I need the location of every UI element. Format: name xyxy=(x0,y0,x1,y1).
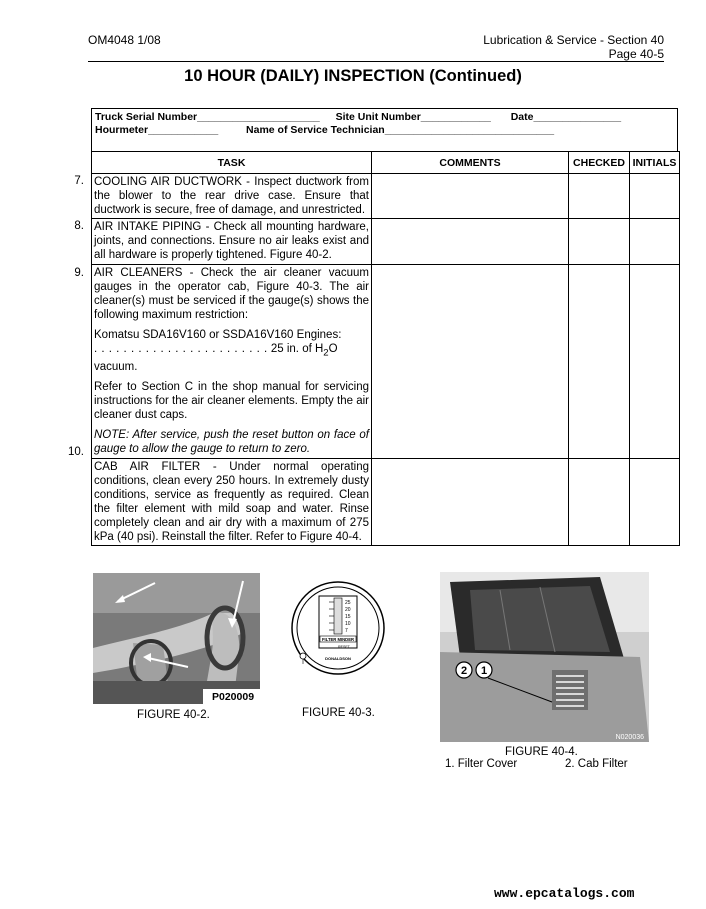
figure-40-3-caption: FIGURE 40-3. xyxy=(302,707,375,719)
task-number: 7. xyxy=(74,175,84,187)
vacuum-subscript: 2 xyxy=(323,347,329,359)
engines-label: Komatsu SDA16V160 or SSDA16V160 Engines: xyxy=(94,329,342,341)
info-box xyxy=(91,108,678,152)
info-row-2 xyxy=(95,124,554,136)
hourmeter-field: Hourmeter____________ xyxy=(95,124,219,136)
info-row-1 xyxy=(95,111,621,123)
callout-1: 1 xyxy=(480,665,488,677)
initials-cell xyxy=(630,265,680,459)
gauge-value: 10 xyxy=(345,621,351,627)
task-9-refer: Refer to Section C in the shop manual for servicing instructions for the air cleaner elements. Empty the air cleaner dust caps. xyxy=(94,381,369,422)
task-10-text: CAB AIR FILTER - Under normal operating conditions, clean every 250 hours. In extremely dusty conditions, service as frequently as required. Clean the filter element with mild soap and water. Rinse completely clean and air dry with a maximum of 275 kPa (40 psi). Reinstall the filter. Refer to Figure 40-4. xyxy=(92,459,372,546)
gauge-value: 25 xyxy=(345,600,351,606)
legend-filter-cover: 1. Filter Cover xyxy=(445,758,518,770)
table-row xyxy=(92,459,680,546)
legend-cab-filter: 2. Cab Filter xyxy=(565,758,628,770)
task-9-intro: AIR CLEANERS - Check the air cleaner vacuum gauges in the operator cab, Figure 40-3. The air cleaner(s) must be serviced if the gauge(s) shows the following maximum restriction: xyxy=(94,267,369,321)
checked-cell xyxy=(569,174,630,219)
doc-id: OM4048 1/08 xyxy=(88,33,161,47)
page-number: Page 40-5 xyxy=(608,47,664,61)
gauge-value: 15 xyxy=(345,614,351,620)
task-9-note: NOTE: After service, push the reset button on face of gauge to allow the gauge to return to zero. xyxy=(94,429,369,456)
gauge-value: 7 xyxy=(345,628,348,634)
figure-40-3-gauge xyxy=(289,578,385,686)
site-unit-field: Site Unit Number____________ xyxy=(335,111,491,123)
gauge-value: 20 xyxy=(345,607,351,613)
comments-cell xyxy=(372,459,569,546)
figure-40-2-caption: FIGURE 40-2. xyxy=(137,709,210,721)
gauge-label: FILTER MINDER xyxy=(321,637,355,642)
table-header-row xyxy=(92,152,680,174)
table-row xyxy=(92,265,680,459)
header-rule xyxy=(88,61,664,62)
task-number: 8. xyxy=(74,220,84,232)
col-comments: COMMENTS xyxy=(372,152,569,174)
task-9-text xyxy=(92,265,372,459)
task-9-engines xyxy=(94,328,369,374)
checked-cell xyxy=(569,459,630,546)
figure-40-2-code: P020009 xyxy=(212,691,255,703)
task-7-text: COOLING AIR DUCTWORK - Inspect ductwork from the blower to the rear drive case. Ensure that ductwork is secure, free of damage, and unrestricted. xyxy=(92,174,372,219)
vacuum-value-a: 25 in. of H xyxy=(270,343,324,355)
figure-40-4-code: N020036 xyxy=(615,734,644,741)
gauge-brand: DONALDSON xyxy=(325,656,351,661)
initials-cell xyxy=(630,459,680,546)
figure-40-4-photo xyxy=(440,572,649,742)
col-initials: INITIALS xyxy=(630,152,680,174)
table-row xyxy=(92,174,680,219)
watermark: www.epcatalogs.com xyxy=(494,886,635,901)
col-checked: CHECKED xyxy=(569,152,630,174)
task-8-text: AIR INTAKE PIPING - Check all mounting hardware, joints, and connections. Ensure no air leaks exist and all hardware is properly tightened. Figure 40-2. xyxy=(92,219,372,265)
initials-cell xyxy=(630,219,680,265)
initials-cell xyxy=(630,174,680,219)
comments-cell xyxy=(372,174,569,219)
comments-cell xyxy=(372,265,569,459)
inspection-table xyxy=(91,151,680,546)
truck-serial-field: Truck Serial Number_____________________ xyxy=(95,111,320,123)
technician-field: Name of Service Technician_____________________________ xyxy=(246,124,555,136)
checked-cell xyxy=(569,219,630,265)
task-number: 9. xyxy=(74,267,84,279)
table-row xyxy=(92,219,680,265)
section-header xyxy=(483,33,664,61)
dot-leader: . . . . . . . . . . . . . . . . . . . . . . . . xyxy=(94,343,268,355)
date-field: Date_______________ xyxy=(510,111,622,123)
page-title: 10 HOUR (DAILY) INSPECTION (Continued) xyxy=(184,67,522,85)
task-number: 10. xyxy=(68,446,84,458)
figure-40-4-caption: FIGURE 40-4. xyxy=(505,746,578,758)
callout-2: 2 xyxy=(460,665,468,677)
section-title: Lubrication & Service - Section 40 xyxy=(483,33,664,47)
gauge-reset-label: RESET xyxy=(338,645,350,649)
col-task: TASK xyxy=(92,152,372,174)
figure-40-2-photo xyxy=(93,573,260,704)
vacuum-value-b: O vacuum. xyxy=(94,343,338,374)
checked-cell xyxy=(569,265,630,459)
comments-cell xyxy=(372,219,569,265)
